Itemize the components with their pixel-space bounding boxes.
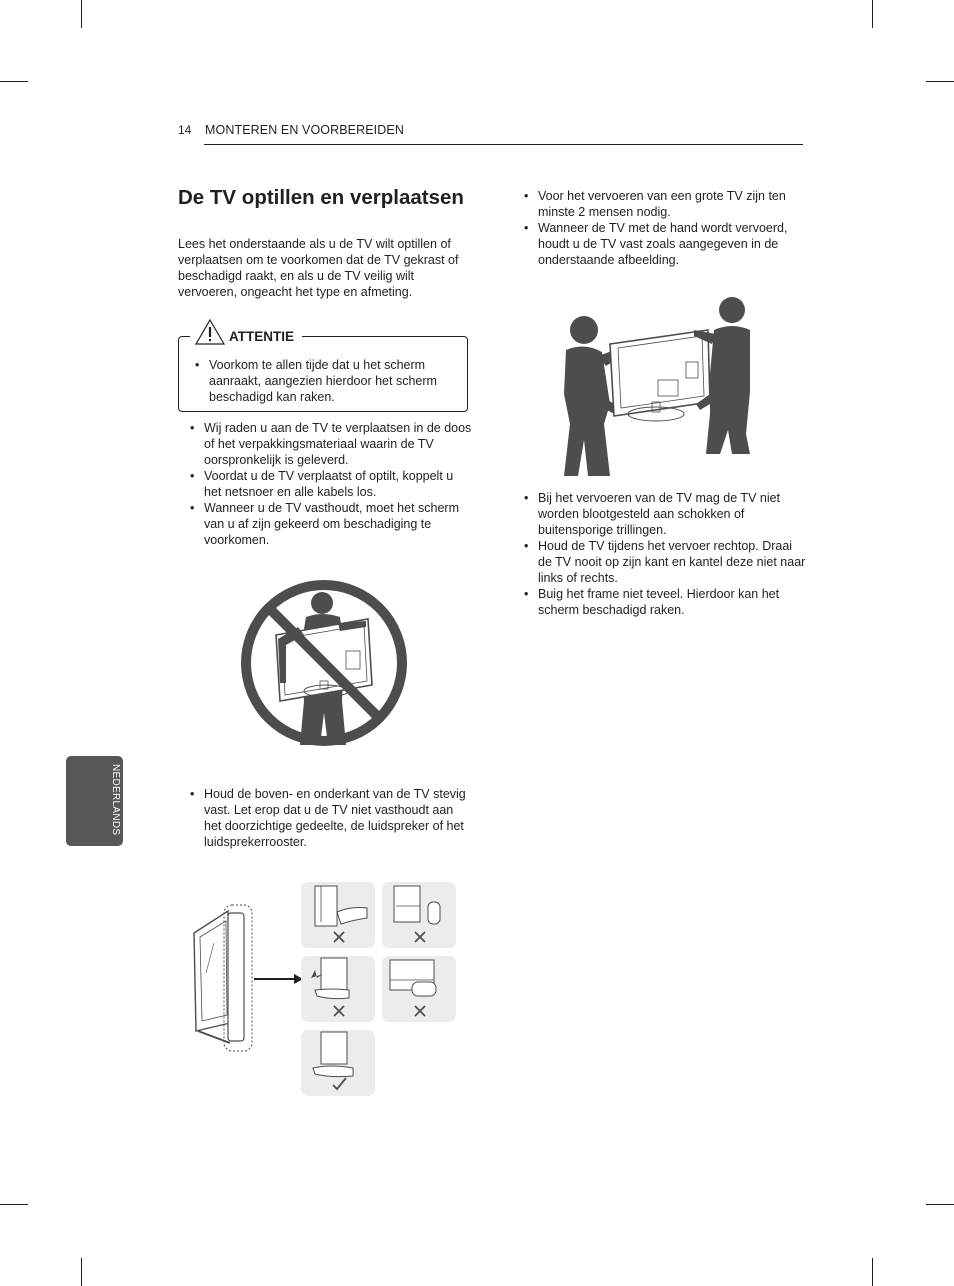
list-item: • Houd de boven- en onderkant van de TV stevig vast. Let erop dat u de TV niet vasthoudt aan het doorzichtige gedeelte, de luidspreker of het luidsprekerrooster.: [189, 786, 471, 850]
person-body: [564, 346, 610, 476]
list-item: • Wanneer u de TV vasthoudt, moet het scherm van u af zijn gekeerd om beschadiging te voorkomen.: [189, 500, 473, 548]
list-item: • Wij raden u aan de TV te verplaatsen in de doos of het verpakkingsmateriaal waarin de TV oorspronkelijk is geleverd.: [189, 420, 473, 468]
caution-label: ATTENTIE: [229, 329, 294, 344]
language-tab-label: NEDERLANDS: [110, 764, 121, 836]
hold-panel-wrong-2: [382, 882, 456, 948]
page-title: De TV optillen en verplaatsen: [178, 186, 464, 209]
intro-paragraph: Lees het onderstaande als u de TV wilt optillen of verplaatsen om te voorkomen dat de TV gekrast of beschadigd raakt, en als u de TV veilig wilt vervoeren, ongeacht het type en afmeting.: [178, 237, 459, 299]
moving-tips-list: [189, 420, 473, 548]
list-item: • Voordat u de TV verplaatst of optilt, koppelt u het netsnoer en alle kabels los.: [189, 468, 473, 500]
prohibited-carry-illustration: [234, 573, 414, 753]
crop-mark: [872, 1258, 873, 1286]
two-person-carry-illustration: [560, 294, 760, 476]
crop-mark: [872, 0, 873, 28]
person-head: [570, 316, 598, 344]
list-item: • Bij het vervoeren van de TV mag de TV niet worden blootgesteld aan schokken of buitensporige trillingen.: [523, 490, 807, 538]
person-body: [706, 326, 750, 454]
crop-mark: [926, 81, 954, 82]
list-item: • Buig het frame niet teveel. Hierdoor kan het scherm beschadigd raken.: [523, 586, 807, 618]
list-item: • Voorkom te allen tijde dat u het scherm aanraakt, aangezien hierdoor het scherm beschadigd kan raken.: [194, 357, 462, 405]
caution-list: [194, 357, 462, 405]
crop-mark: [81, 1258, 82, 1286]
warning-triangle-icon: [194, 318, 226, 346]
hold-panel-wrong-1: [301, 882, 375, 948]
person-head: [719, 297, 745, 323]
transport-warnings-list: [523, 490, 807, 618]
pointer-arrow: [254, 973, 304, 985]
crop-mark: [926, 1204, 954, 1205]
hold-panel-wrong-3: [301, 956, 375, 1022]
caution-header: [190, 312, 302, 346]
section-title: MONTEREN EN VOORBEREIDEN: [205, 123, 404, 137]
person-head: [311, 592, 333, 614]
crop-mark: [0, 81, 28, 82]
crop-mark: [0, 1204, 28, 1205]
page-number: 14: [178, 123, 192, 137]
list-item: • Wanneer de TV met de hand wordt vervoerd, houdt u de TV vast zoals aangegeven in de onderstaande afbeelding.: [523, 220, 807, 268]
tv-side-illustration: [190, 903, 260, 1053]
header-divider: [204, 144, 803, 145]
list-item: • Voor het vervoeren van een grote TV zijn ten minste 2 mensen nodig.: [523, 188, 807, 220]
list-item: • Houd de TV tijdens het vervoer rechtop. Draai de TV nooit op zijn kant en kantel deze niet naar links of rechts.: [523, 538, 807, 586]
crop-mark: [81, 0, 82, 28]
hold-panel-correct: [301, 1030, 375, 1096]
transport-tips-list: [523, 188, 807, 268]
holding-tips-list: [189, 786, 471, 850]
tv-back: [610, 330, 710, 421]
hold-panel-wrong-4: [382, 956, 456, 1022]
